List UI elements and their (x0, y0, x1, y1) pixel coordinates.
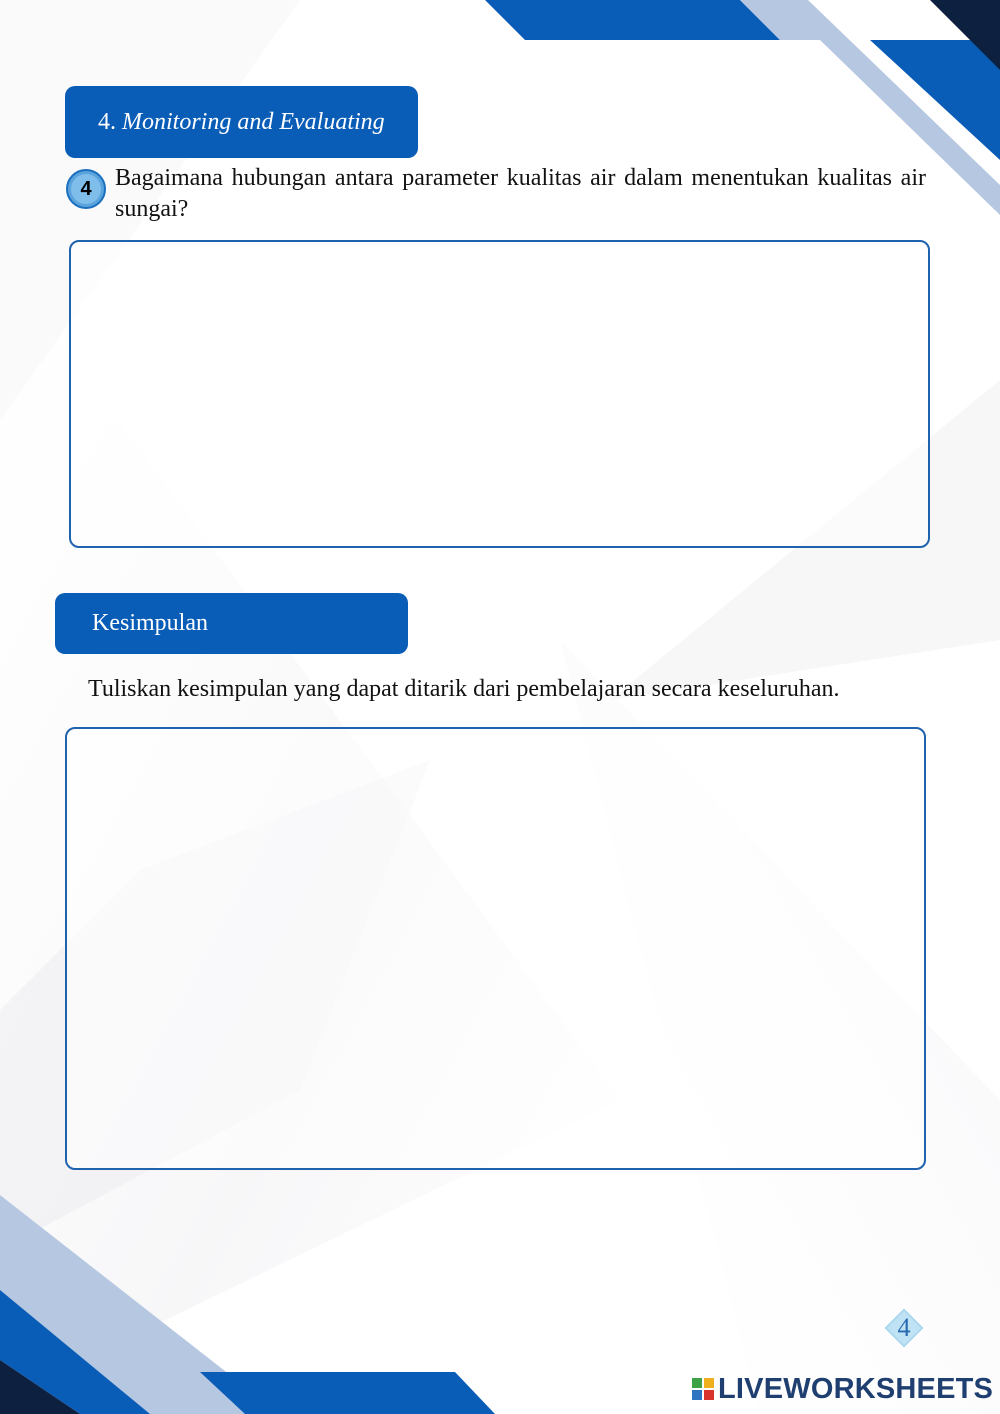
section-number: 4. (98, 108, 116, 135)
question-number: 4 (71, 174, 101, 204)
section-title: Kesimpulan (92, 610, 208, 636)
liveworksheets-brand[interactable] (692, 1372, 993, 1406)
liveworksheets-logo-icon (692, 1378, 714, 1400)
answer-box-question-4[interactable] (69, 240, 930, 548)
section-title: Monitoring and Evaluating (122, 108, 385, 135)
page-number: 4 (897, 1313, 911, 1342)
liveworksheets-text: LIVEWORKSHEETS (718, 1372, 994, 1405)
answer-box-conclusion[interactable] (65, 727, 926, 1170)
conclusion-instruction: Tuliskan kesimpulan yang dapat ditarik dari pembelajaran secara keseluruhan. (88, 676, 840, 702)
question-number-badge (66, 169, 106, 209)
section-header-kesimpulan (55, 593, 408, 654)
section-header-monitoring (65, 86, 418, 158)
question-text: Bagaimana hubungan antara parameter kualitas air dalam menentukan kualitas air sungai? (115, 165, 926, 222)
